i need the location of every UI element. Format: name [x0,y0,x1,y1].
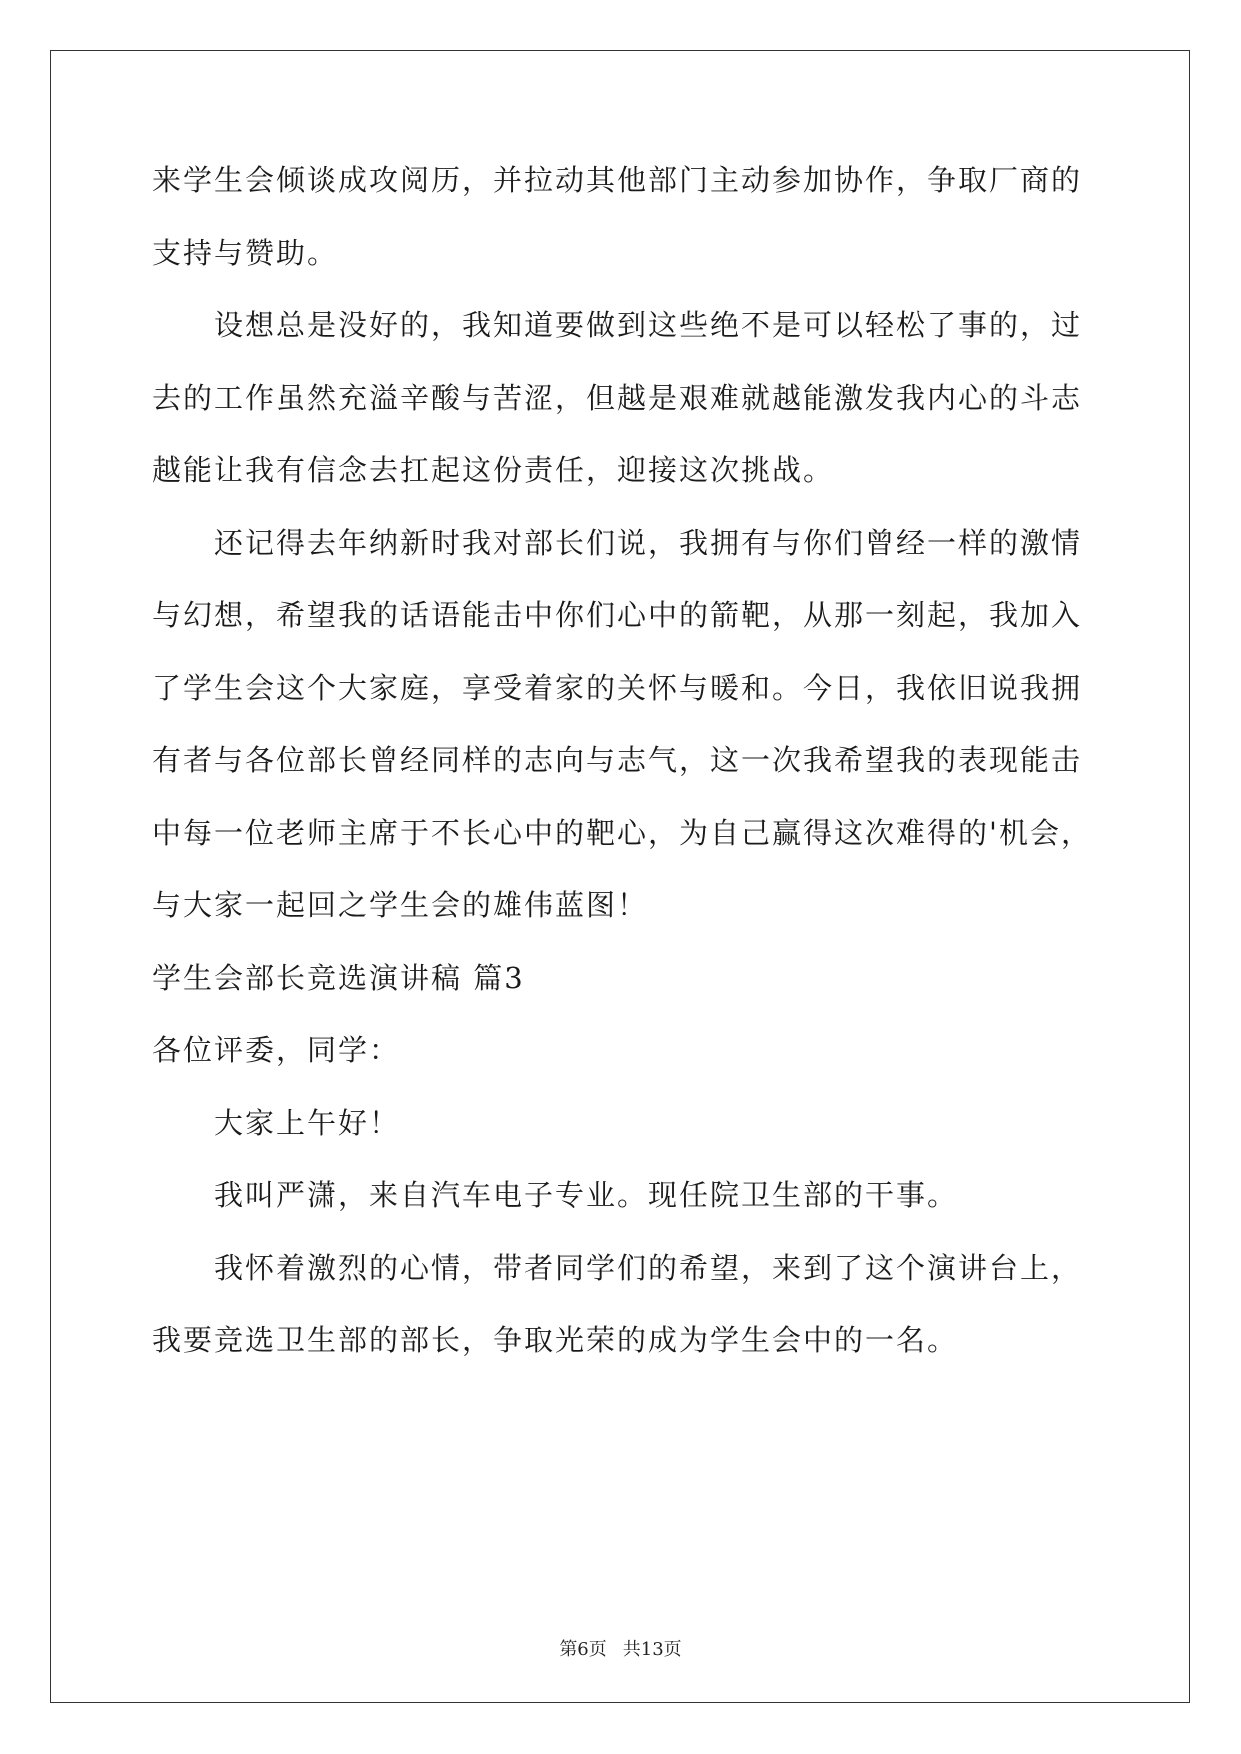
text-line-6: 还记得去年纳新时我对部长们说，我拥有与你们曾经一样的激情 [214,526,1083,560]
text-line-11: 与大家一起回之学生会的雄伟蓝图！ [152,888,649,922]
text-line-9: 有者与各位部长曾经同样的志向与志气，这一次我希望我的表现能击 [152,743,1083,777]
salutation: 各位评委，同学： [152,1033,401,1067]
text-line-7: 与幻想，希望我的话语能击中你们心中的箭靶，从那一刻起，我加入 [152,598,1083,632]
text-line-5: 越能让我有信念去扛起这份责任，迎接这次挑战。 [152,453,835,487]
text-line-14: 大家上午好！ [214,1106,401,1140]
text-line-1: 来学生会倾谈成攻阅历，并拉动其他部门主动参加协作，争取厂商的 [152,163,1083,197]
page-frame [50,50,1190,1703]
text-line-16: 我怀着激烈的心情，带者同学们的希望，来到了这个演讲台上， [214,1251,1083,1285]
page-number: 第6页 [559,1639,607,1660]
text-line-17: 我要竞选卫生部的部长，争取光荣的成为学生会中的一名。 [152,1323,959,1357]
page-total: 共13页 [622,1639,682,1660]
text-line-15: 我叫严潇，来自汽车电子专业。现任院卫生部的干事。 [214,1178,959,1212]
page-footer [0,1638,1241,1662]
text-line-2: 支持与赞助。 [152,236,339,270]
text-line-8: 了学生会这个大家庭，享受着家的关怀与暖和。今日，我依旧说我拥 [152,671,1083,705]
section-heading: 学生会部长竞选演讲稿 篇3 [152,961,525,995]
text-line-10: 中每一位老师主席于不长心中的靶心，为自己赢得这次难得的'机会， [152,816,1092,850]
text-line-3: 设想总是没好的，我知道要做到这些绝不是可以轻松了事的，过 [214,308,1083,342]
text-line-4: 去的工作虽然充溢辛酸与苦涩，但越是艰难就越能激发我内心的斗志 [152,381,1083,415]
